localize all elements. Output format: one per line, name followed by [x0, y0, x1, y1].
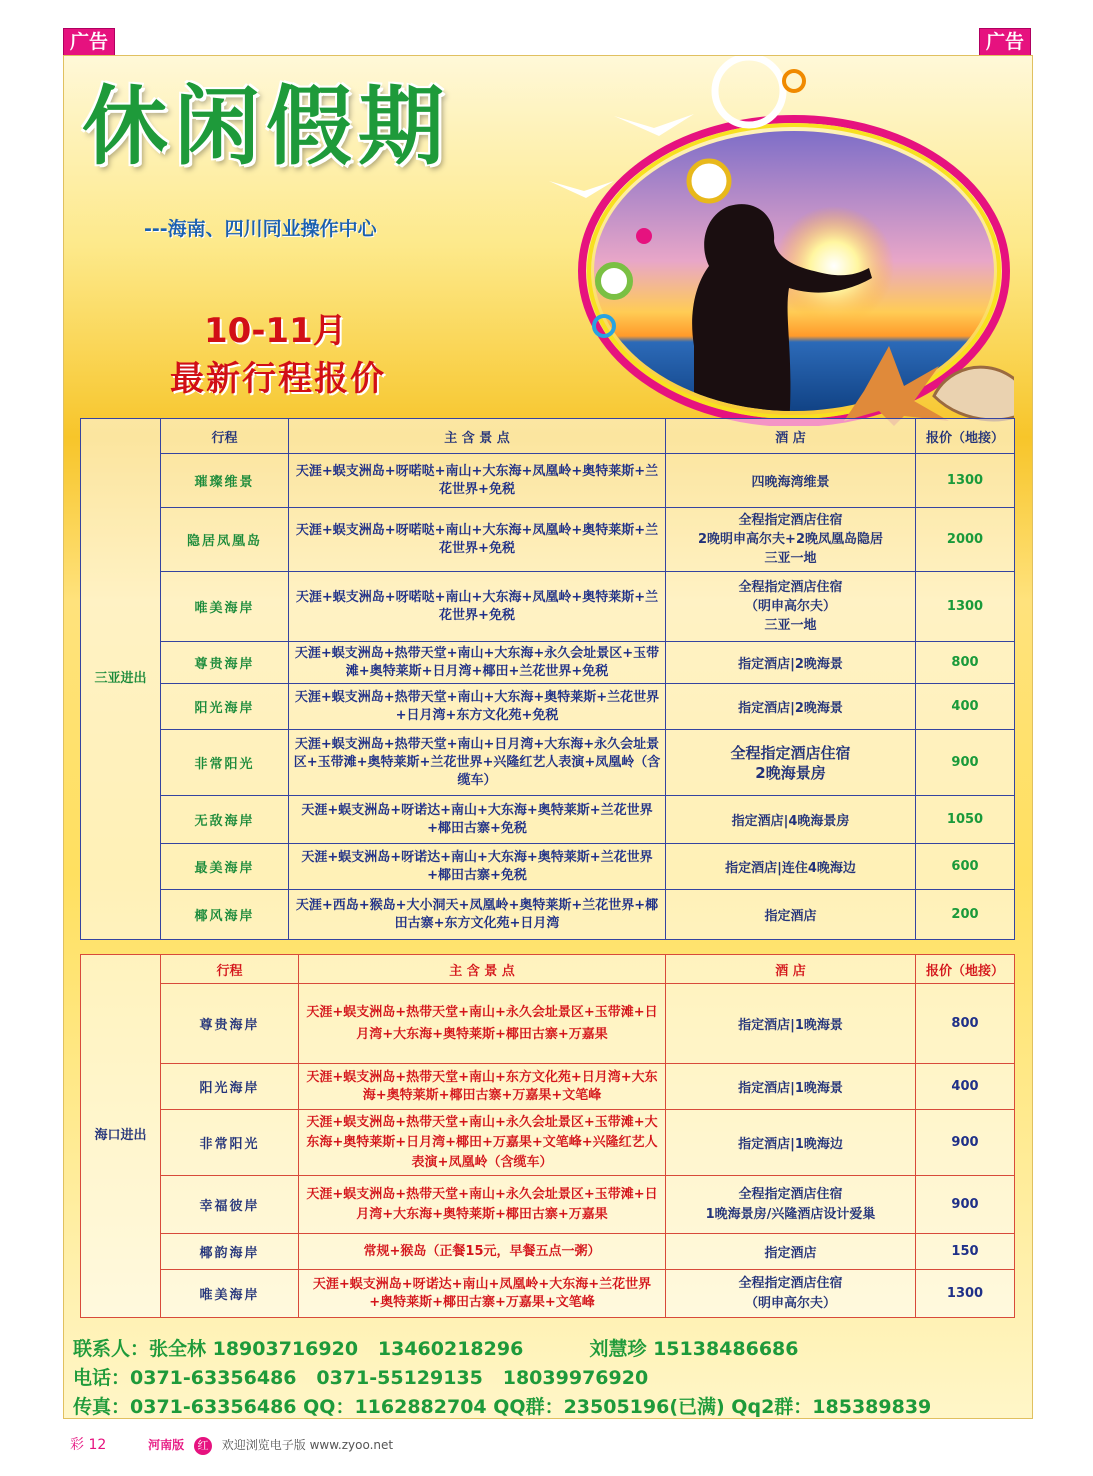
- route-price: 1050: [916, 796, 1015, 844]
- route-price: 800: [916, 642, 1015, 684]
- table-row: [81, 572, 1015, 642]
- ad-tag-left: 广告: [63, 28, 115, 56]
- route-hotel: 指定酒店|1晚海景: [666, 1064, 916, 1110]
- route-hotel: 指定酒店: [666, 890, 916, 940]
- route-name: 椰韵海岸: [161, 1234, 299, 1270]
- route-price: 800: [916, 984, 1015, 1064]
- edition-badge: 红: [194, 1437, 212, 1455]
- header-hotel: 酒 店: [666, 419, 916, 454]
- route-name: 唯美海岸: [161, 572, 289, 642]
- route-price: 900: [916, 730, 1015, 796]
- header-hotel: 酒 店: [666, 955, 916, 984]
- route-spots: 天涯+西岛+猴岛+大小洞天+凤凰岭+奥特莱斯+兰花世界+椰田古寨+东方文化苑+日月湾: [289, 890, 666, 940]
- header-spots: 主 含 景 点: [299, 955, 666, 984]
- sunset-beach-illustration: [494, 56, 1014, 426]
- route-spots: 天涯+蜈支洲岛+热带天堂+南山+东方文化苑+日月湾+大东海+奥特莱斯+椰田古寨+万嘉果+文笔峰: [299, 1064, 666, 1110]
- route-spots: 天涯+蜈支洲岛+呀喏哒+南山+大东海+凤凰岭+奥特莱斯+兰花世界+免税: [289, 508, 666, 572]
- route-name: 阳光海岸: [161, 684, 289, 730]
- month-heading: 10-11月: [204, 311, 347, 351]
- route-hotel: 四晚海湾维景: [666, 454, 916, 508]
- page-footer: [70, 1434, 393, 1455]
- route-spots: 天涯+蜈支洲岛+热带天堂+南山+大东海+永久会址景区+玉带滩+奥特莱斯+日月湾+椰田+兰花世界+免税: [289, 642, 666, 684]
- route-hotel: 指定酒店|4晚海景房: [666, 796, 916, 844]
- route-hotel: 全程指定酒店住宿 （明申高尔夫）: [666, 1270, 916, 1318]
- contact-phones: 电话：0371-63356486 0371-55129135 18039976920: [73, 1367, 649, 1389]
- route-name: 椰风海岸: [161, 890, 289, 940]
- route-hotel: 指定酒店|2晚海景: [666, 642, 916, 684]
- table-row: [81, 642, 1015, 684]
- route-hotel: 指定酒店: [666, 1234, 916, 1270]
- table-row: [81, 684, 1015, 730]
- route-name: 尊贵海岸: [161, 642, 289, 684]
- route-spots: 天涯+蜈支洲岛+热带天堂+南山+日月湾+大东海+永久会址景区+玉带滩+奥特莱斯+兰花世界+兴隆红艺人表演+凤凰岭（含缆车）: [289, 730, 666, 796]
- route-spots: 天涯+蜈支洲岛+呀喏哒+南山+大东海+凤凰岭+奥特莱斯+兰花世界+免税: [289, 572, 666, 642]
- table-row: [81, 796, 1015, 844]
- route-price: 200: [916, 890, 1015, 940]
- sanya-table: [80, 418, 1015, 940]
- route-hotel: 全程指定酒店住宿 1晚海景房/兴隆酒店设计爱巢: [666, 1176, 916, 1234]
- table-row: [81, 844, 1015, 890]
- route-name: 非常阳光: [161, 730, 289, 796]
- route-hotel: 指定酒店|2晚海景: [666, 684, 916, 730]
- route-spots: 天涯+蜈支洲岛+呀诺达+南山+凤凰岭+大东海+兰花世界+奥特莱斯+椰田古寨+万嘉果+文笔峰: [299, 1270, 666, 1318]
- route-spots: 天涯+蜈支洲岛+呀喏哒+南山+大东海+凤凰岭+奥特莱斯+兰花世界+免税: [289, 454, 666, 508]
- route-hotel: 指定酒店|1晚海景: [666, 984, 916, 1064]
- ad-tag-right: 广告: [979, 28, 1031, 56]
- table-row: [81, 1270, 1015, 1318]
- route-price: 900: [916, 1110, 1015, 1176]
- route-name: 阳光海岸: [161, 1064, 299, 1110]
- table-row: [81, 1234, 1015, 1270]
- route-name: 唯美海岸: [161, 1270, 299, 1318]
- page-title: 休闲假期: [82, 76, 450, 177]
- header-route: 行程: [161, 955, 299, 984]
- route-price: 150: [916, 1234, 1015, 1270]
- table-row: [81, 730, 1015, 796]
- contact-persons: 联系人：张全林 18903716920 13460218296 刘慧珍 15138486686: [73, 1338, 799, 1360]
- route-hotel: 指定酒店|连住4晚海边: [666, 844, 916, 890]
- route-spots: 天涯+蜈支洲岛+热带天堂+南山+永久会址景区+玉带滩+大东海+奥特莱斯+日月湾+椰田+万嘉果+文笔峰+兴隆红艺人表演+凤凰岭（含缆车）: [299, 1110, 666, 1176]
- route-name: 隐居凤凰岛: [161, 508, 289, 572]
- route-name: 幸福彼岸: [161, 1176, 299, 1234]
- route-name: 最美海岸: [161, 844, 289, 890]
- website-text: 欢迎浏览电子版 www.zyoo.net: [221, 1438, 394, 1452]
- route-spots: 常规+猴岛（正餐15元，早餐五点一粥）: [299, 1234, 666, 1270]
- route-hotel: 全程指定酒店住宿 2晚明申高尔夫+2晚凤凰岛隐居 三亚一地: [666, 508, 916, 572]
- route-price: 400: [916, 684, 1015, 730]
- route-price: 1300: [916, 1270, 1015, 1318]
- route-name: 尊贵海岸: [161, 984, 299, 1064]
- route-hotel: 指定酒店|1晚海边: [666, 1110, 916, 1176]
- route-name: 非常阳光: [161, 1110, 299, 1176]
- table-row: [81, 984, 1015, 1064]
- route-spots: 天涯+蜈支洲岛+热带天堂+南山+大东海+奥特莱斯+兰花世界+日月湾+东方文化苑+免税: [289, 684, 666, 730]
- contact-fax-qq: 传真：0371-63356486 QQ：1162882704 QQ群：23505196(已满) Qq2群：185389839: [73, 1396, 932, 1418]
- table-row: [81, 454, 1015, 508]
- edition-label: 河南版: [148, 1438, 185, 1452]
- table-row: [81, 1064, 1015, 1110]
- table-row: [81, 1110, 1015, 1176]
- route-hotel: 全程指定酒店住宿 2晚海景房: [666, 730, 916, 796]
- route-price: 600: [916, 844, 1015, 890]
- page-number: 彩 12: [70, 1437, 107, 1453]
- header-price: 报价（地接）: [916, 955, 1015, 984]
- header-spots: 主 含 景 点: [289, 419, 666, 454]
- route-spots: 天涯+蜈支洲岛+热带天堂+南山+永久会址景区+玉带滩+日月湾+大东海+奥特莱斯+椰田古寨+万嘉果: [299, 1176, 666, 1234]
- quote-heading: 最新行程报价: [170, 359, 386, 399]
- route-price: 400: [916, 1064, 1015, 1110]
- route-price: 1300: [916, 572, 1015, 642]
- route-price: 2000: [916, 508, 1015, 572]
- page-subtitle: ---海南、四川同业操作中心: [144, 218, 377, 240]
- route-name: 无敌海岸: [161, 796, 289, 844]
- route-spots: 天涯+蜈支洲岛+呀诺达+南山+大东海+奥特莱斯+兰花世界+椰田古寨+免税: [289, 844, 666, 890]
- route-hotel: 全程指定酒店住宿 （明申高尔夫） 三亚一地: [666, 572, 916, 642]
- route-price: 1300: [916, 454, 1015, 508]
- header-route: 行程: [161, 419, 289, 454]
- table-row: [81, 890, 1015, 940]
- route-name: 璀璨维景: [161, 454, 289, 508]
- route-price: 900: [916, 1176, 1015, 1234]
- sanya-side-label: 三亚进出: [81, 419, 161, 940]
- route-spots: 天涯+蜈支洲岛+呀诺达+南山+大东海+奥特莱斯+兰花世界+椰田古寨+免税: [289, 796, 666, 844]
- haikou-side-label: 海口进出: [81, 955, 161, 1318]
- header-price: 报价（地接）: [916, 419, 1015, 454]
- table-row: [81, 508, 1015, 572]
- route-spots: 天涯+蜈支洲岛+热带天堂+南山+永久会址景区+玉带滩+日月湾+大东海+奥特莱斯+椰田古寨+万嘉果: [299, 984, 666, 1064]
- haikou-table: [80, 954, 1015, 1318]
- table-row: [81, 1176, 1015, 1234]
